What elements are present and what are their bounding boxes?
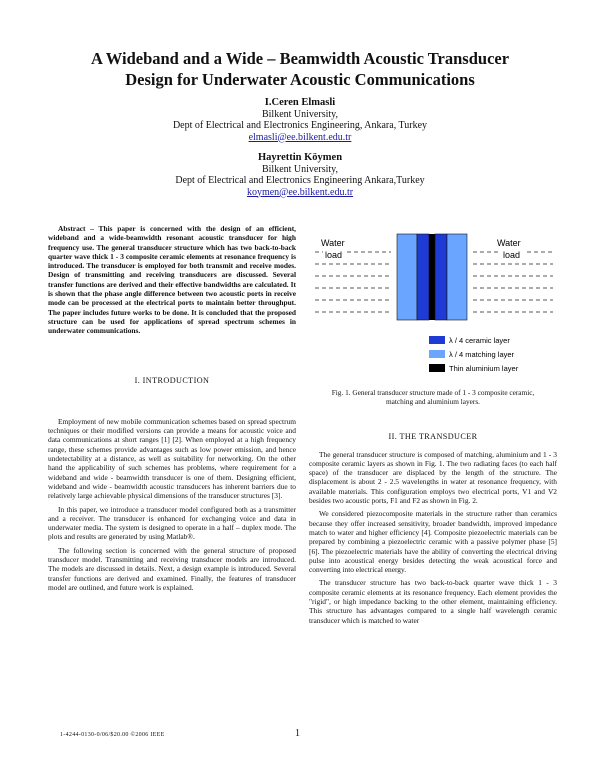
matching-layer-right (447, 234, 467, 320)
aluminium-layer (429, 234, 435, 320)
load-label-left: load (325, 250, 343, 260)
ceramic-layer-right (435, 234, 447, 320)
legend-swatch-aluminium (429, 364, 445, 372)
intro-paragraph-1: Employment of new mobile communication schemes based on spread spectrum techniques or their modified versions can provide a means for acoustic voice and data communications at short ranges [1] [2]. When employed at a high frequency range, these schemes provide advantages such as low power emission, and hence undetectability at a distance, as well as suitability for networking. On the other hand the applicability of such schemes has problems, where requirement for a wideband and wide - beamwidth transducer is one of them. Designing efficient, wideband and wide - beamwidth acoustic transducers has inherent barriers due to relatively large achievable physical dimensions of the transducer structures [3]. (48, 416, 296, 501)
title-line-1: A Wideband and a Wide – Beamwidth Acoustic Transducer (90, 49, 510, 68)
author-block-2 (60, 152, 540, 198)
legend-label-aluminium: Thin aluminium layer (449, 364, 519, 373)
figure-caption: Fig. 1. General transducer structure made of 1 - 3 composite ceramic, matching and aluminium layers. (331, 388, 535, 407)
intro-paragraph-2: In this paper, we introduce a transducer model configured both as a transmitter and a receiver. The transducer is enhanced for exchanging voice and data in underwater media. The system is designed to operate in a half – duplex mode. The plots and results are generated by using Matlab®. (48, 504, 296, 542)
transducer-paragraph-2: We considered piezocomposite materials in the structure rather than ceramics because they offer increased sensitivity, broader bandwidth, improved impedance match to water and higher efficiency [4]. Composite piezoelectric materials can be prepared by combining a piezoelectric ceramic with a passive polymer phase [5] [6]. The piezoelectric materials have the ability of converting the electrical driving pulse into acoustical energy besides detecting the weak acoustical force and converting into electrical energy. (309, 509, 557, 575)
transducer-paragraph-1: The general transducer structure is composed of matching, aluminium and 1 - 3 composite ceramic layers as shown in Fig. 1. The two radiating faces (to each half space) of the transducer are displaced by the length of the structure. The displacement is about 2 - 2.5 wavelengths in water at resonance frequency, with available materials. This configuration employs two electrical ports, V1 and V2 besides two acoustic ports, F1 and F2 as shown in Fig. 2. (309, 449, 557, 506)
right-column (309, 224, 557, 629)
author-affiliation: Bilkent University, (261, 163, 338, 175)
water-lines-left (315, 252, 391, 312)
section-heading-introduction: I. INTRODUCTION (134, 375, 210, 385)
water-label-right: Water (497, 238, 521, 248)
ceramic-layer-left (417, 234, 429, 320)
left-column (48, 224, 296, 596)
author-name: Hayrettin Köymen (257, 152, 343, 163)
legend-swatch-ceramic (429, 336, 445, 344)
transducer-paragraph-3: The transducer structure has two back-to-back quarter wave thick 1 - 3 composite ceramic elements at its resonance frequency. Each element provides the "rigid", or high impedance backing to the other element, maintaining efficiency. This structure has advantages compared to a single half wavelength ceramic transducer which is matched to water (309, 578, 557, 625)
legend-label-ceramic: λ / 4 ceramic layer (449, 336, 510, 345)
load-label-right: load (503, 250, 521, 260)
page-number: 1 (295, 728, 300, 739)
author-email[interactable]: elmasli@ee.bilkent.edu.tr (248, 131, 352, 143)
author-name: I.Ceren Elmasli (264, 97, 336, 108)
author-affiliation: Bilkent University, (261, 108, 338, 120)
matching-layer-left (397, 234, 417, 320)
intro-paragraph-3: The following section is concerned with the general structure of proposed transducer model. Transmitting and receiving transducer models are introduced. The models are discussed in details. Next, a design example is introduced. Several transfer functions are derived and examined. Finally, the features of transducer model are outlined, and future work is explained. (48, 545, 296, 592)
author-block-1 (60, 97, 540, 143)
water-lines-right (473, 252, 553, 312)
author-department: Dept of Electrical and Electronics Engineering, Ankara, Turkey (172, 120, 428, 131)
legend-label-matching: λ / 4 matching layer (449, 350, 515, 359)
water-label-left: Water (321, 238, 345, 248)
paper-title (40, 48, 560, 90)
section-heading-transducer: II. THE TRANSDUCER (388, 432, 478, 442)
abstract: Abstract – This paper is concerned with the design of an efficient, wideband and a wide-beamwidth resonant acoustic transducer for high frequency use. The general transducer structure which has two back-to-back quarter wave thick 1 - 3 composite ceramic elements at resonance frequency is introduced. The transducer is employed for both transmit and receive modes. Design of transmitting and receiving transducers are discussed. Several transfer functions are derived and their effective bandwidths are calculated. It is shown that the phase angle difference between two acoustic ports in receive mode can be processed at the electrical ports to maintain better throughput. The paper includes future works to be done. It is concluded that the proposed structure can be used for applications of spread spectrum schemes in underwater communications. (48, 224, 296, 336)
transducer-structure-figure (309, 224, 557, 384)
legend-swatch-matching (429, 350, 445, 358)
author-department: Dept of Electrical and Electronics Engineering Ankara,Turkey (175, 175, 425, 186)
footer-copyright: 1-4244-0130-0/06/$20.00 ©2006 IEEE (60, 732, 165, 738)
title-line-2: Design for Underwater Acoustic Communications (125, 70, 475, 89)
author-email[interactable]: koymen@ee.bilkent.edu.tr (246, 186, 354, 198)
